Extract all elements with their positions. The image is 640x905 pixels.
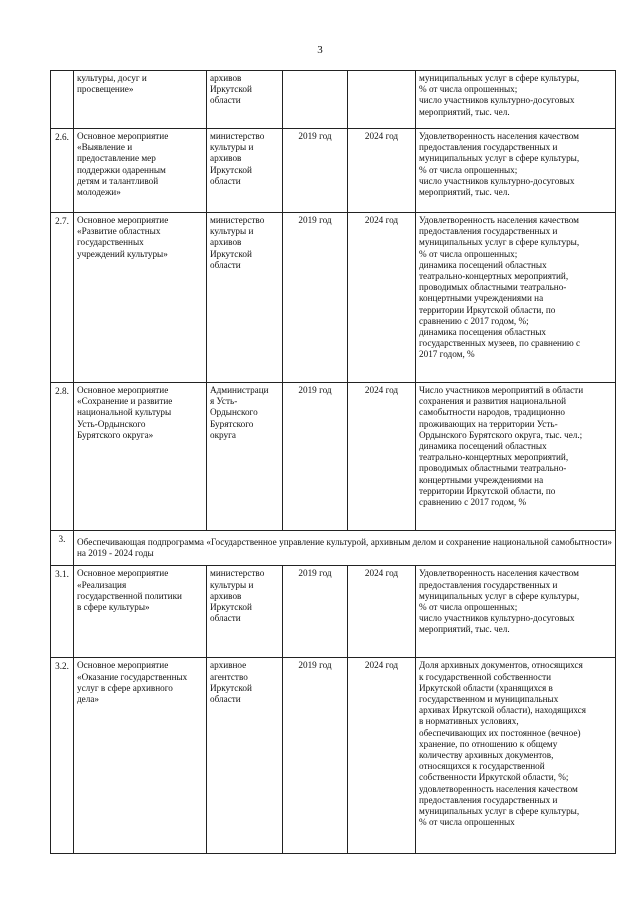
measure-name-line: в сфере культуры» — [77, 602, 150, 613]
measure-name-line: Основное мероприятие — [77, 568, 169, 579]
indicator-line: муниципальных услуг в сфере культуры, — [419, 73, 580, 83]
end-year: 2024 год — [348, 129, 416, 213]
measure-executor — [207, 213, 283, 383]
indicator-line: Удовлетворенность населения качеством — [419, 131, 579, 141]
measure-executor-line: области — [210, 694, 241, 705]
indicator-line: предоставления государственных и — [419, 794, 558, 805]
indicator-line: самобытности народов, традиционно — [419, 407, 565, 418]
measure-name-line: Усть-Ордынского — [77, 418, 146, 429]
indicator-line: к государственной собственности — [419, 671, 552, 682]
indicator-line: муниципальных услуг в сфере культуры, — [419, 806, 580, 817]
program-measures-table — [50, 70, 616, 854]
measure-name-line: «Сохранение и развитие — [77, 396, 173, 407]
table-body-subprogram — [51, 531, 616, 566]
indicator-line: муниципальных услуг в сфере культуры, — [419, 237, 580, 248]
measure-name-line: «Выявление и — [77, 142, 133, 153]
indicator-line: мероприятий, тыс. чел. — [419, 106, 510, 117]
indicator-line: 2017 годом, % — [419, 349, 475, 360]
indicator-line: % от числа опрошенных; — [419, 164, 518, 175]
measure-executor-line: архивов — [210, 73, 242, 83]
indicator-line: % от числа опрошенных; — [419, 602, 518, 613]
measure-name — [74, 71, 207, 129]
indicator-line: число участников культурно-досуговых — [419, 613, 575, 624]
indicator-line: мероприятий, тыс. чел. — [419, 624, 510, 635]
table-body-section-2 — [51, 71, 616, 531]
measure-executor-line: Бурятского — [210, 418, 254, 429]
indicator-line: % от числа опрошенных; — [419, 84, 518, 95]
indicator-line: предоставления государственных и — [419, 579, 558, 590]
measure-executor-line: Администраци — [210, 385, 269, 395]
target-indicators — [416, 383, 616, 531]
indicator-line: обеспечивающих их постоянное (вечное) — [419, 727, 581, 738]
measure-executor-line: округа — [210, 429, 236, 440]
measure-executor — [207, 129, 283, 213]
start-year — [283, 71, 348, 129]
measure-name-line: «Оказание государственных — [77, 671, 188, 682]
indicator-line: проводимых областными театрально- — [419, 282, 567, 293]
measure-executor — [207, 383, 283, 531]
measure-name-line: детям и талантливой — [77, 175, 159, 186]
target-indicators — [416, 658, 616, 854]
measure-number: 2.8. — [51, 383, 74, 531]
measure-executor-line: архивов — [210, 153, 242, 164]
start-year: 2019 год — [283, 658, 348, 854]
indicator-line: сохранения и развития национальной — [419, 396, 566, 407]
indicator-line: муниципальных услуг в сфере культуры, — [419, 590, 580, 601]
indicator-line: сравнению с 2017 годом, %; — [419, 315, 529, 326]
indicator-line: удовлетворенность населения качеством — [419, 783, 578, 794]
indicator-line: территории Иркутской области, по — [419, 485, 556, 496]
measure-name-line: Основное мероприятие — [77, 131, 169, 141]
end-year — [348, 71, 416, 129]
indicator-line: архивах Иркутской области), находящихся — [419, 705, 586, 716]
target-indicators — [416, 566, 616, 658]
measure-name — [74, 566, 207, 658]
start-year: 2019 год — [283, 213, 348, 383]
indicator-line: театрально-концертных мероприятий, — [419, 452, 569, 463]
indicator-line: Удовлетворенность населения качеством — [419, 215, 579, 225]
indicator-line: территории Иркутской области, по — [419, 304, 556, 315]
table-row — [51, 213, 616, 383]
measure-executor-line: архивов — [210, 237, 242, 248]
measure-executor-line: культуры и — [210, 226, 254, 237]
indicator-line: относящихся к государственной — [419, 761, 545, 772]
indicator-line: собственности Иркутской области, %; — [419, 772, 569, 783]
indicator-line: предоставления государственных и — [419, 226, 558, 237]
measure-name-line: национальной культуры — [77, 407, 172, 418]
indicator-line: предоставления государственных и — [419, 142, 558, 153]
end-year: 2024 год — [348, 213, 416, 383]
indicator-line: концертными учреждениями на — [419, 293, 544, 304]
target-indicators — [416, 129, 616, 213]
measure-name-line: «Развитие областных — [77, 226, 161, 237]
measure-executor-line: области — [210, 95, 241, 106]
target-indicators — [416, 213, 616, 383]
measure-name — [74, 213, 207, 383]
measure-executor-line: Иркутской — [210, 602, 252, 613]
indicator-line: проводимых областными театрально- — [419, 463, 567, 474]
indicator-line: сравнению с 2017 годом, % — [419, 497, 527, 508]
measure-name-line: Основное мероприятие — [77, 385, 169, 395]
indicator-line: число участников культурно-досуговых — [419, 175, 575, 186]
indicator-line: % от числа опрошенных — [419, 817, 515, 828]
measure-executor-line: Иркутской — [210, 84, 252, 95]
measure-executor-line: агентство — [210, 671, 248, 682]
indicator-line: муниципальных услуг в сфере культуры, — [419, 153, 580, 164]
indicator-line: театрально-концертных мероприятий, — [419, 271, 569, 282]
indicator-line: концертными учреждениями на — [419, 474, 544, 485]
measure-number: 3.1. — [51, 566, 74, 658]
indicator-line: государственном и муниципальных — [419, 694, 559, 705]
target-indicators — [416, 71, 616, 129]
table-row — [51, 129, 616, 213]
indicator-line: % от числа опрошенных; — [419, 248, 518, 259]
measure-number: 2.7. — [51, 213, 74, 383]
start-year: 2019 год — [283, 566, 348, 658]
measure-executor-line: Иркутской — [210, 248, 252, 259]
measure-executor-line: архивное — [210, 660, 247, 671]
measure-executor — [207, 658, 283, 854]
end-year: 2024 год — [348, 566, 416, 658]
table-body-section-3 — [51, 566, 616, 854]
measure-executor-line: области — [210, 613, 241, 624]
measure-executor-line: области — [210, 259, 241, 270]
indicator-line: динамика посещений областных — [419, 441, 547, 452]
measure-executor-line: я Усть- — [210, 396, 238, 407]
measure-executor — [207, 566, 283, 658]
measure-name-line: просвещение» — [77, 84, 134, 95]
indicator-line: количеству архивных документов, — [419, 750, 554, 761]
indicator-line: Ордынского Бурятского округа, тыс. чел.; — [419, 429, 583, 440]
measure-name-line: «Реализация — [77, 579, 127, 590]
start-year: 2019 год — [283, 383, 348, 531]
indicator-line: Доля архивных документов, относящихся — [419, 660, 583, 671]
measure-name-line: государственных — [77, 237, 144, 248]
measure-name-line: учреждений культуры» — [77, 248, 168, 259]
measure-number: 3.2. — [51, 658, 74, 854]
measure-name-line: дела» — [77, 694, 100, 705]
measure-name-line: услуг в сфере архивного — [77, 682, 173, 693]
indicator-line: в нормативных условиях, — [419, 716, 519, 727]
indicator-line: хранение, по отношению к общему — [419, 738, 558, 749]
measure-executor-line: Ордынского — [210, 407, 258, 418]
indicator-line: мероприятий, тыс. чел. — [419, 187, 510, 198]
table-row — [51, 383, 616, 531]
indicator-line: число участников культурно-досуговых — [419, 95, 575, 106]
measure-name — [74, 658, 207, 854]
measure-executor-line: Иркутской — [210, 682, 252, 693]
measure-executor-line: области — [210, 175, 241, 186]
measure-name-line: поддержки одаренным — [77, 164, 166, 175]
indicator-line: Иркутской области (хранящихся в — [419, 682, 553, 693]
start-year: 2019 год — [283, 129, 348, 213]
end-year: 2024 год — [348, 383, 416, 531]
subprogram-number: 3. — [51, 531, 74, 566]
measure-executor-line: архивов — [210, 590, 242, 601]
indicator-line: государственных музеев, по сравнению с — [419, 338, 581, 349]
measure-executor-line: министерство — [210, 215, 265, 225]
page-number: 3 — [317, 44, 323, 56]
measure-executor — [207, 71, 283, 129]
measure-executor-line: Иркутской — [210, 164, 252, 175]
measure-executor-line: министерство — [210, 131, 265, 141]
measure-name — [74, 383, 207, 531]
measure-executor-line: культуры и — [210, 142, 254, 153]
table-row — [51, 658, 616, 854]
indicator-line: проживающих на территории Усть- — [419, 418, 558, 429]
measure-name-line: молодежи» — [77, 187, 121, 198]
subprogram-title: Обеспечивающая подпрограмма «Государственное управление культурой, архивным делом и сохранение национальной самобытности» на 2019 - 2024 годы — [74, 531, 616, 566]
subprogram-row — [51, 531, 616, 566]
measure-number — [51, 71, 74, 129]
measure-name — [74, 129, 207, 213]
measure-executor-line: культуры и — [210, 579, 254, 590]
end-year: 2024 год — [348, 658, 416, 854]
measure-number: 2.6. — [51, 129, 74, 213]
measure-executor-line: министерство — [210, 568, 265, 579]
measure-name-line: Основное мероприятие — [77, 215, 169, 225]
measure-name-line: предоставление мер — [77, 153, 156, 164]
measure-name-line: Бурятского округа» — [77, 429, 154, 440]
measure-name-line: государственной политики — [77, 590, 182, 601]
indicator-line: динамика посещений областных — [419, 259, 547, 270]
indicator-line: Удовлетворенность населения качеством — [419, 568, 579, 579]
measure-name-line: Основное мероприятие — [77, 660, 169, 671]
indicator-line: динамика посещения областных — [419, 327, 547, 338]
measure-name-line: культуры, досуг и — [77, 73, 147, 83]
indicator-line: Число участников мероприятий в области — [419, 385, 584, 395]
table-row — [51, 566, 616, 658]
table-row — [51, 71, 616, 129]
